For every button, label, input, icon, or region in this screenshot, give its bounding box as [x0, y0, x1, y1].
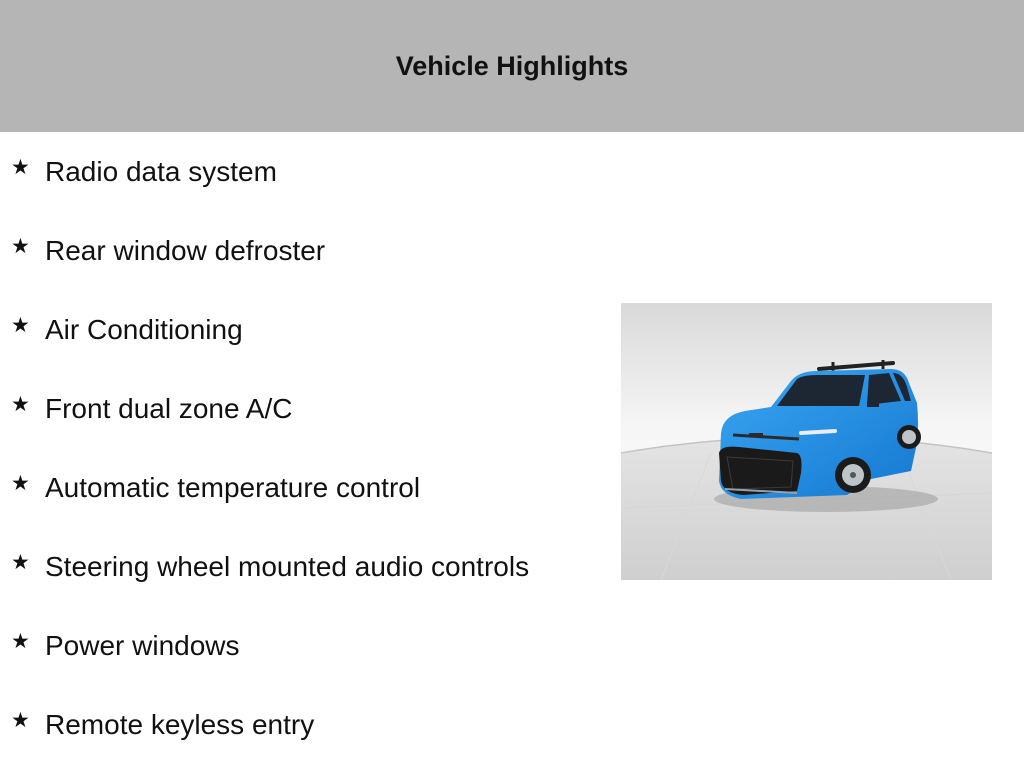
feature-item — [0, 448, 600, 527]
feature-item — [0, 211, 600, 290]
star-icon: ★ — [11, 709, 30, 732]
feature-item — [0, 527, 600, 606]
feature-list — [0, 132, 600, 764]
feature-label: Radio data system — [45, 156, 277, 187]
star-icon: ★ — [11, 314, 30, 337]
feature-item — [0, 685, 600, 764]
page-header — [0, 0, 1024, 132]
feature-item — [0, 290, 600, 369]
feature-item — [0, 132, 600, 211]
feature-label: Rear window defroster — [45, 235, 326, 266]
feature-label: Remote keyless entry — [45, 709, 315, 740]
feature-label: Front dual zone A/C — [45, 393, 293, 424]
star-icon: ★ — [11, 630, 30, 653]
feature-item — [0, 606, 600, 685]
star-icon: ★ — [11, 472, 30, 495]
star-icon: ★ — [11, 156, 30, 179]
feature-item — [0, 369, 600, 448]
feature-label: Air Conditioning — [45, 314, 243, 345]
vehicle-photo — [621, 303, 992, 580]
star-icon: ★ — [11, 235, 30, 258]
star-icon: ★ — [11, 551, 30, 574]
feature-label: Automatic temperature control — [45, 472, 421, 503]
page-title: Vehicle Highlights — [395, 50, 629, 81]
feature-label: Power windows — [45, 630, 240, 661]
feature-label: Steering wheel mounted audio controls — [45, 551, 530, 582]
star-icon: ★ — [11, 393, 30, 416]
